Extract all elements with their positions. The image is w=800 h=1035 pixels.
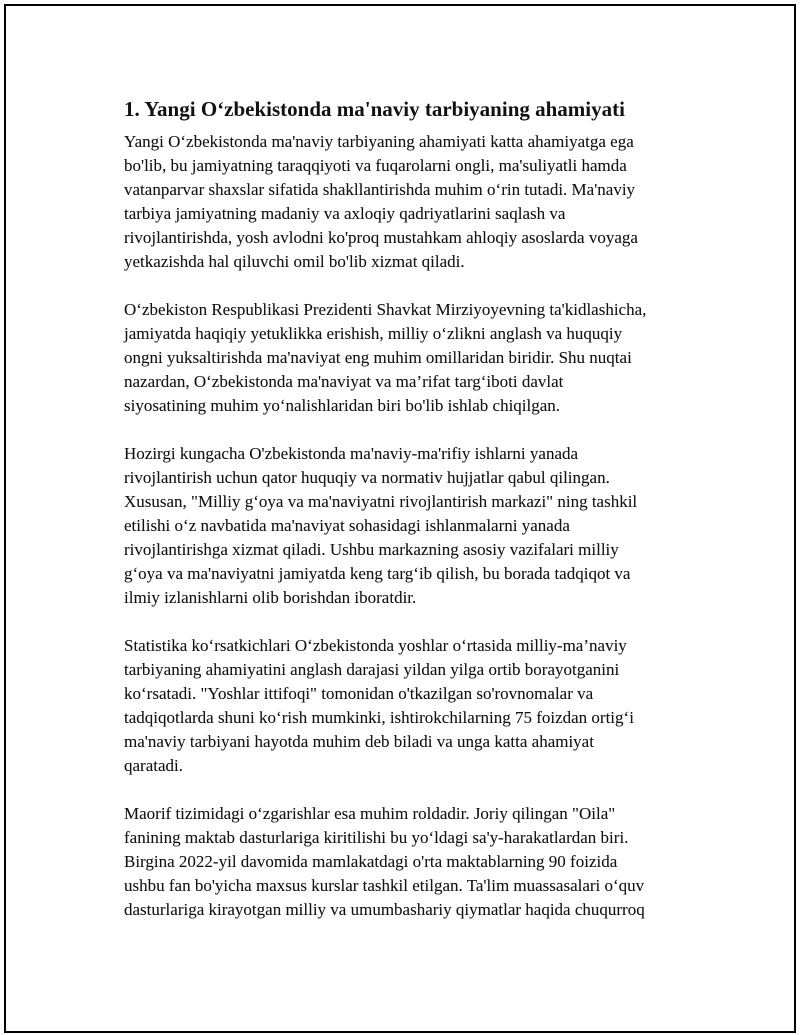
document-body — [120, 94, 700, 922]
paragraph-spiritual-education: Yangi O‘zbekistonda ma'naviy tarbiyaning ahamiyati katta ahamiyatga ega bo'lib, bu jamiyatning taraqqiyoti va fuqarolarni ongli, ma'suliyatli hamda vatanparvar shaxslar sifatida shakllantirishda muhim o‘rin tutadi. Ma'naviy tarbiya jamiyatning madaniy va axloqiy qadriyatlarini saqlash va rivojlantirishda, yosh avlodni ko'proq mustahkam ahloqiy asoslarda voyaga yetkazishda hal qiluvchi omil bo'lib xizmat qiladi. — [124, 132, 638, 271]
paragraph-legal-documents: Hozirgi kungacha O'zbekistonda ma'naviy-ma'rifiy ishlarni yanada rivojlantirish uchun qator huquqiy va normativ hujjatlar qabul qilingan. Xususan, "Milliy g‘oya va ma'naviyatni rivojlantirish markazi" ning tashkil etilishi o‘z navbatida ma'naviyat sohasidagi ishlanmalarni yanada rivojlantirishga xizmat qiladi. Ushbu markazning asosiy vazifalari milliy g‘oya va ma'naviyatni jamiyatda keng targ‘ib qilish, bu borada tadqiqot va ilmiy izlanishlarni olib borishdan iboratdir. — [124, 444, 638, 607]
paragraph-education-system: Maorif tizimidagi o‘zgarishlar esa muhim roldadir. Joriy qilingan "Oila" fanining maktab dasturlariga kiritilishi bu yo‘ldagi sa'y-harakatlardan biri. Birgina 2022-yil davomida mamlakatdagi o'rta maktablarning 90 foizida ushbu fan bo'yicha maxsus kurslar tashkil etilgan. Ta'lim muassasalari o‘quv dasturlariga kirayotgan milliy va umumbashariy qiymatlar haqida chuqurroq — [124, 804, 645, 919]
page-frame — [4, 4, 796, 1033]
paragraph-statistics: Statistika ko‘rsatkichlari O‘zbekistonda yoshlar o‘rtasida milliy-ma’naviy tarbiyaning ahamiyatini anglash darajasi yildan yilga ortib borayotganini ko‘rsatadi. "Yoshlar ittifoqi" tomonidan o'tkazilgan so'rovnomalar va tadqiqotlarda shuni ko‘rish mumkinki, ishtirokchilarning 75 foizdan ortig‘i ma'naviy tarbiyani hayotda muhim deb biladi va unga katta ahamiyat qaratadi. — [124, 636, 634, 775]
paragraph-president-statement: O‘zbekiston Respublikasi Prezidenti Shavkat Mirziyoyevning ta'kidlashicha, jamiyatda haqiqiy yetuklikka erishish, milliy o‘zlikni anglash va huquqiy ongni yuksaltirishda ma'naviyat eng muhim omillaridan biridir. Shu nuqtai nazardan, O‘zbekistonda ma'naviyat va ma’rifat targ‘iboti davlat siyosatining muhim yo‘nalishlaridan biri bo'lib ishlab chiqilgan. — [124, 300, 647, 415]
section-heading: 1. Yangi O‘zbekistonda ma'naviy tarbiyaning ahamiyati — [124, 97, 625, 121]
